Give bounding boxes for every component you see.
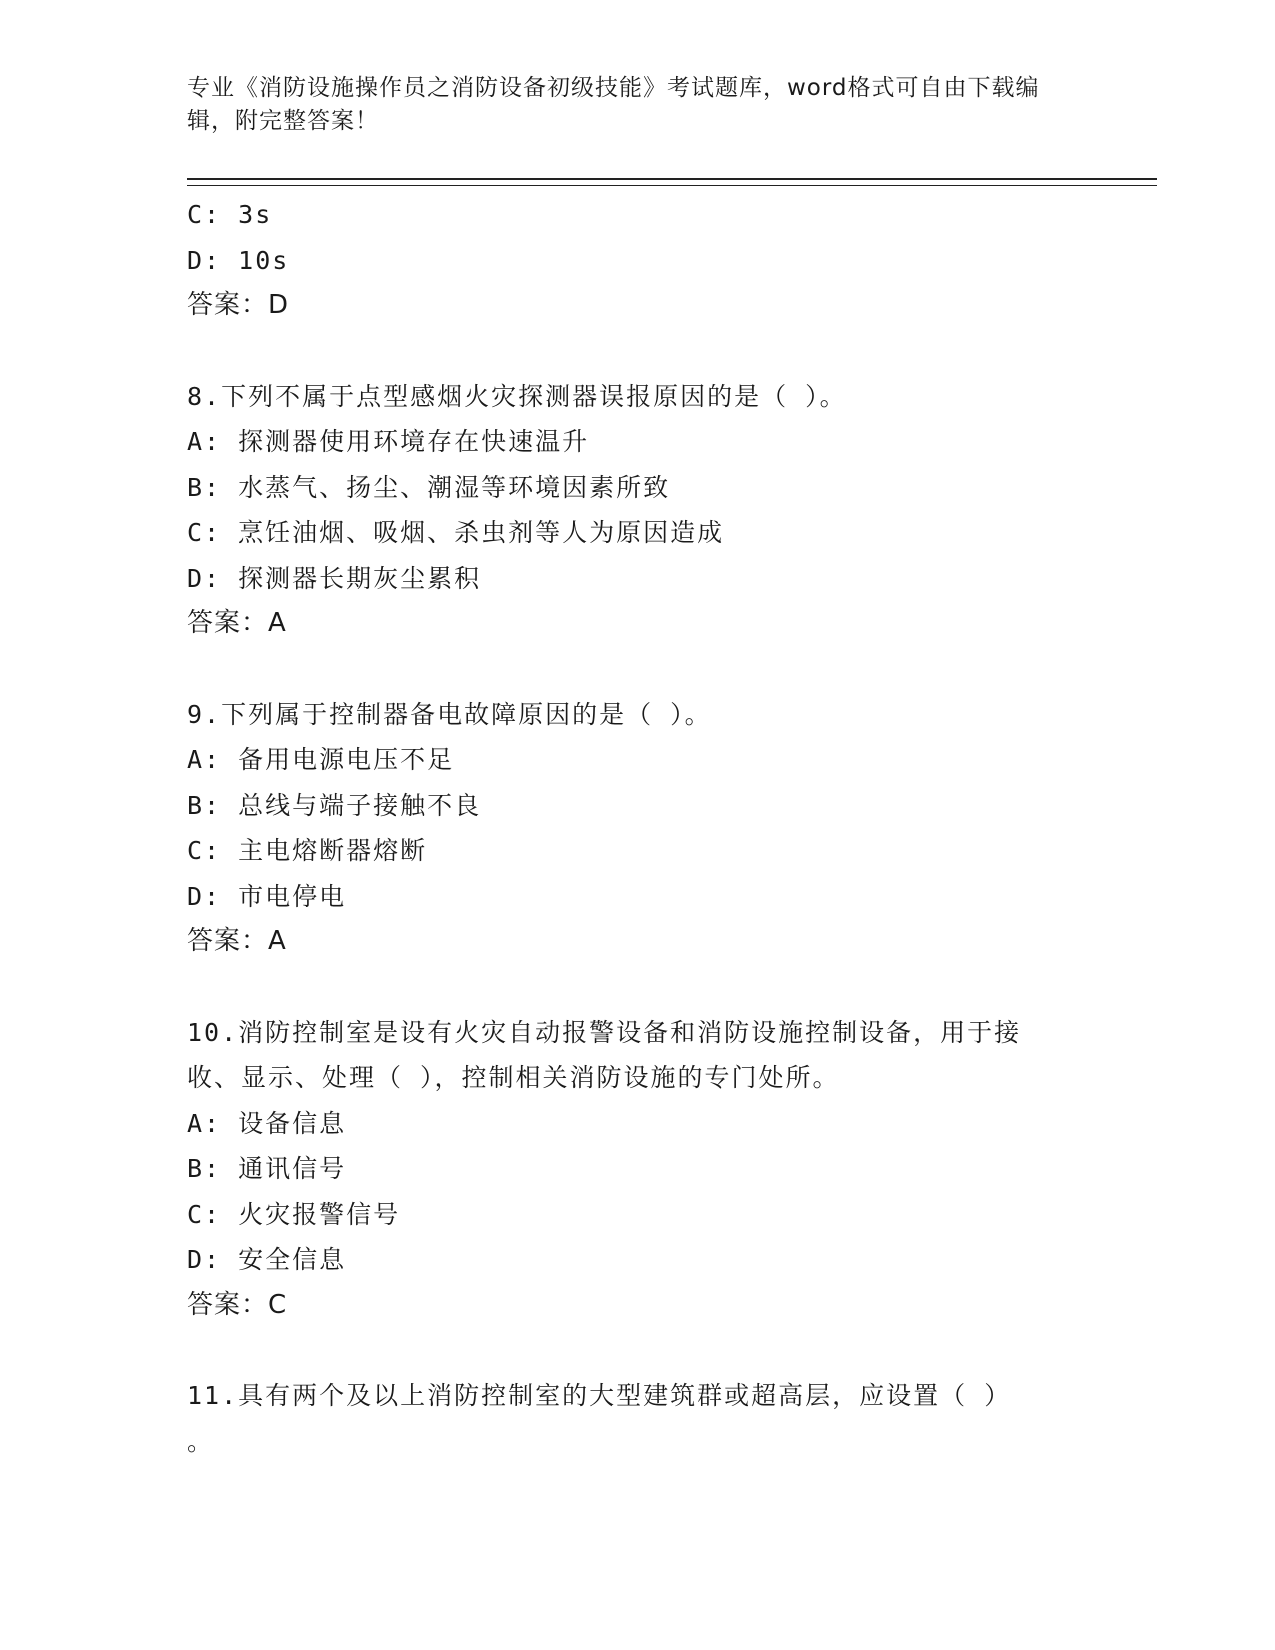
question-10 — [187, 1010, 1087, 1329]
option-b: B: 通讯信号 — [187, 1154, 347, 1183]
header-rule-thin — [187, 185, 1157, 186]
option-a: A: 设备信息 — [187, 1108, 347, 1138]
option-c: C: 主电熔断器熔断 — [187, 836, 428, 865]
question-text-line-2: 。 — [187, 1426, 215, 1456]
question-text: 8.下列不属于点型感烟火灾探测器误报原因的是（ ）。 — [187, 381, 847, 411]
answer: 答案：D — [187, 290, 290, 320]
option-c: C: 火灾报警信号 — [187, 1199, 401, 1229]
spacer — [187, 647, 1087, 692]
question-text-line-2: 收、显示、处理（ ），控制相关消防设施的专门处所。 — [187, 1063, 840, 1092]
option-d: D: 市电停电 — [187, 881, 347, 911]
question-list — [187, 192, 1087, 1464]
document-header — [187, 72, 1067, 138]
option-c: C: 烹饪油烟、吸烟、杀虫剂等人为原因造成 — [187, 518, 725, 547]
option-b: B: 总线与端子接触不良 — [187, 790, 482, 820]
option-d: D: 10s — [187, 245, 290, 275]
question-text-line-1: 10.消防控制室是设有火灾自动报警设备和消防设施控制设备，用于接 — [187, 1017, 1022, 1047]
question-text: 9.下列属于控制器备电故障原因的是（ ）。 — [187, 699, 712, 729]
question-7-tail — [187, 192, 1087, 329]
header-rule-thick — [187, 178, 1157, 180]
question-8 — [187, 374, 1087, 647]
option-b: B: 水蒸气、扬尘、潮湿等环境因素所致 — [187, 472, 671, 502]
answer: 答案：A — [187, 608, 287, 638]
document-title: 专业《消防设施操作员之消防设备初级技能》考试题库，word格式可自由下载编辑，附完整答案！ — [187, 75, 1040, 134]
spacer — [187, 329, 1087, 374]
option-a: A: 备用电源电压不足 — [187, 745, 455, 774]
spacer — [187, 965, 1087, 1010]
question-9 — [187, 692, 1087, 965]
option-c: C: 3s — [187, 200, 273, 229]
option-a: A: 探测器使用环境存在快速温升 — [187, 427, 590, 456]
answer: 答案：C — [187, 1289, 288, 1320]
question-text-line-1: 11.具有两个及以上消防控制室的大型建筑群或超高层，应设置（ ） — [187, 1381, 1012, 1410]
answer: 答案：A — [187, 926, 287, 956]
option-d: D: 安全信息 — [187, 1245, 347, 1274]
question-11 — [187, 1373, 1087, 1464]
spacer — [187, 1328, 1087, 1373]
option-d: D: 探测器长期灰尘累积 — [187, 563, 482, 593]
